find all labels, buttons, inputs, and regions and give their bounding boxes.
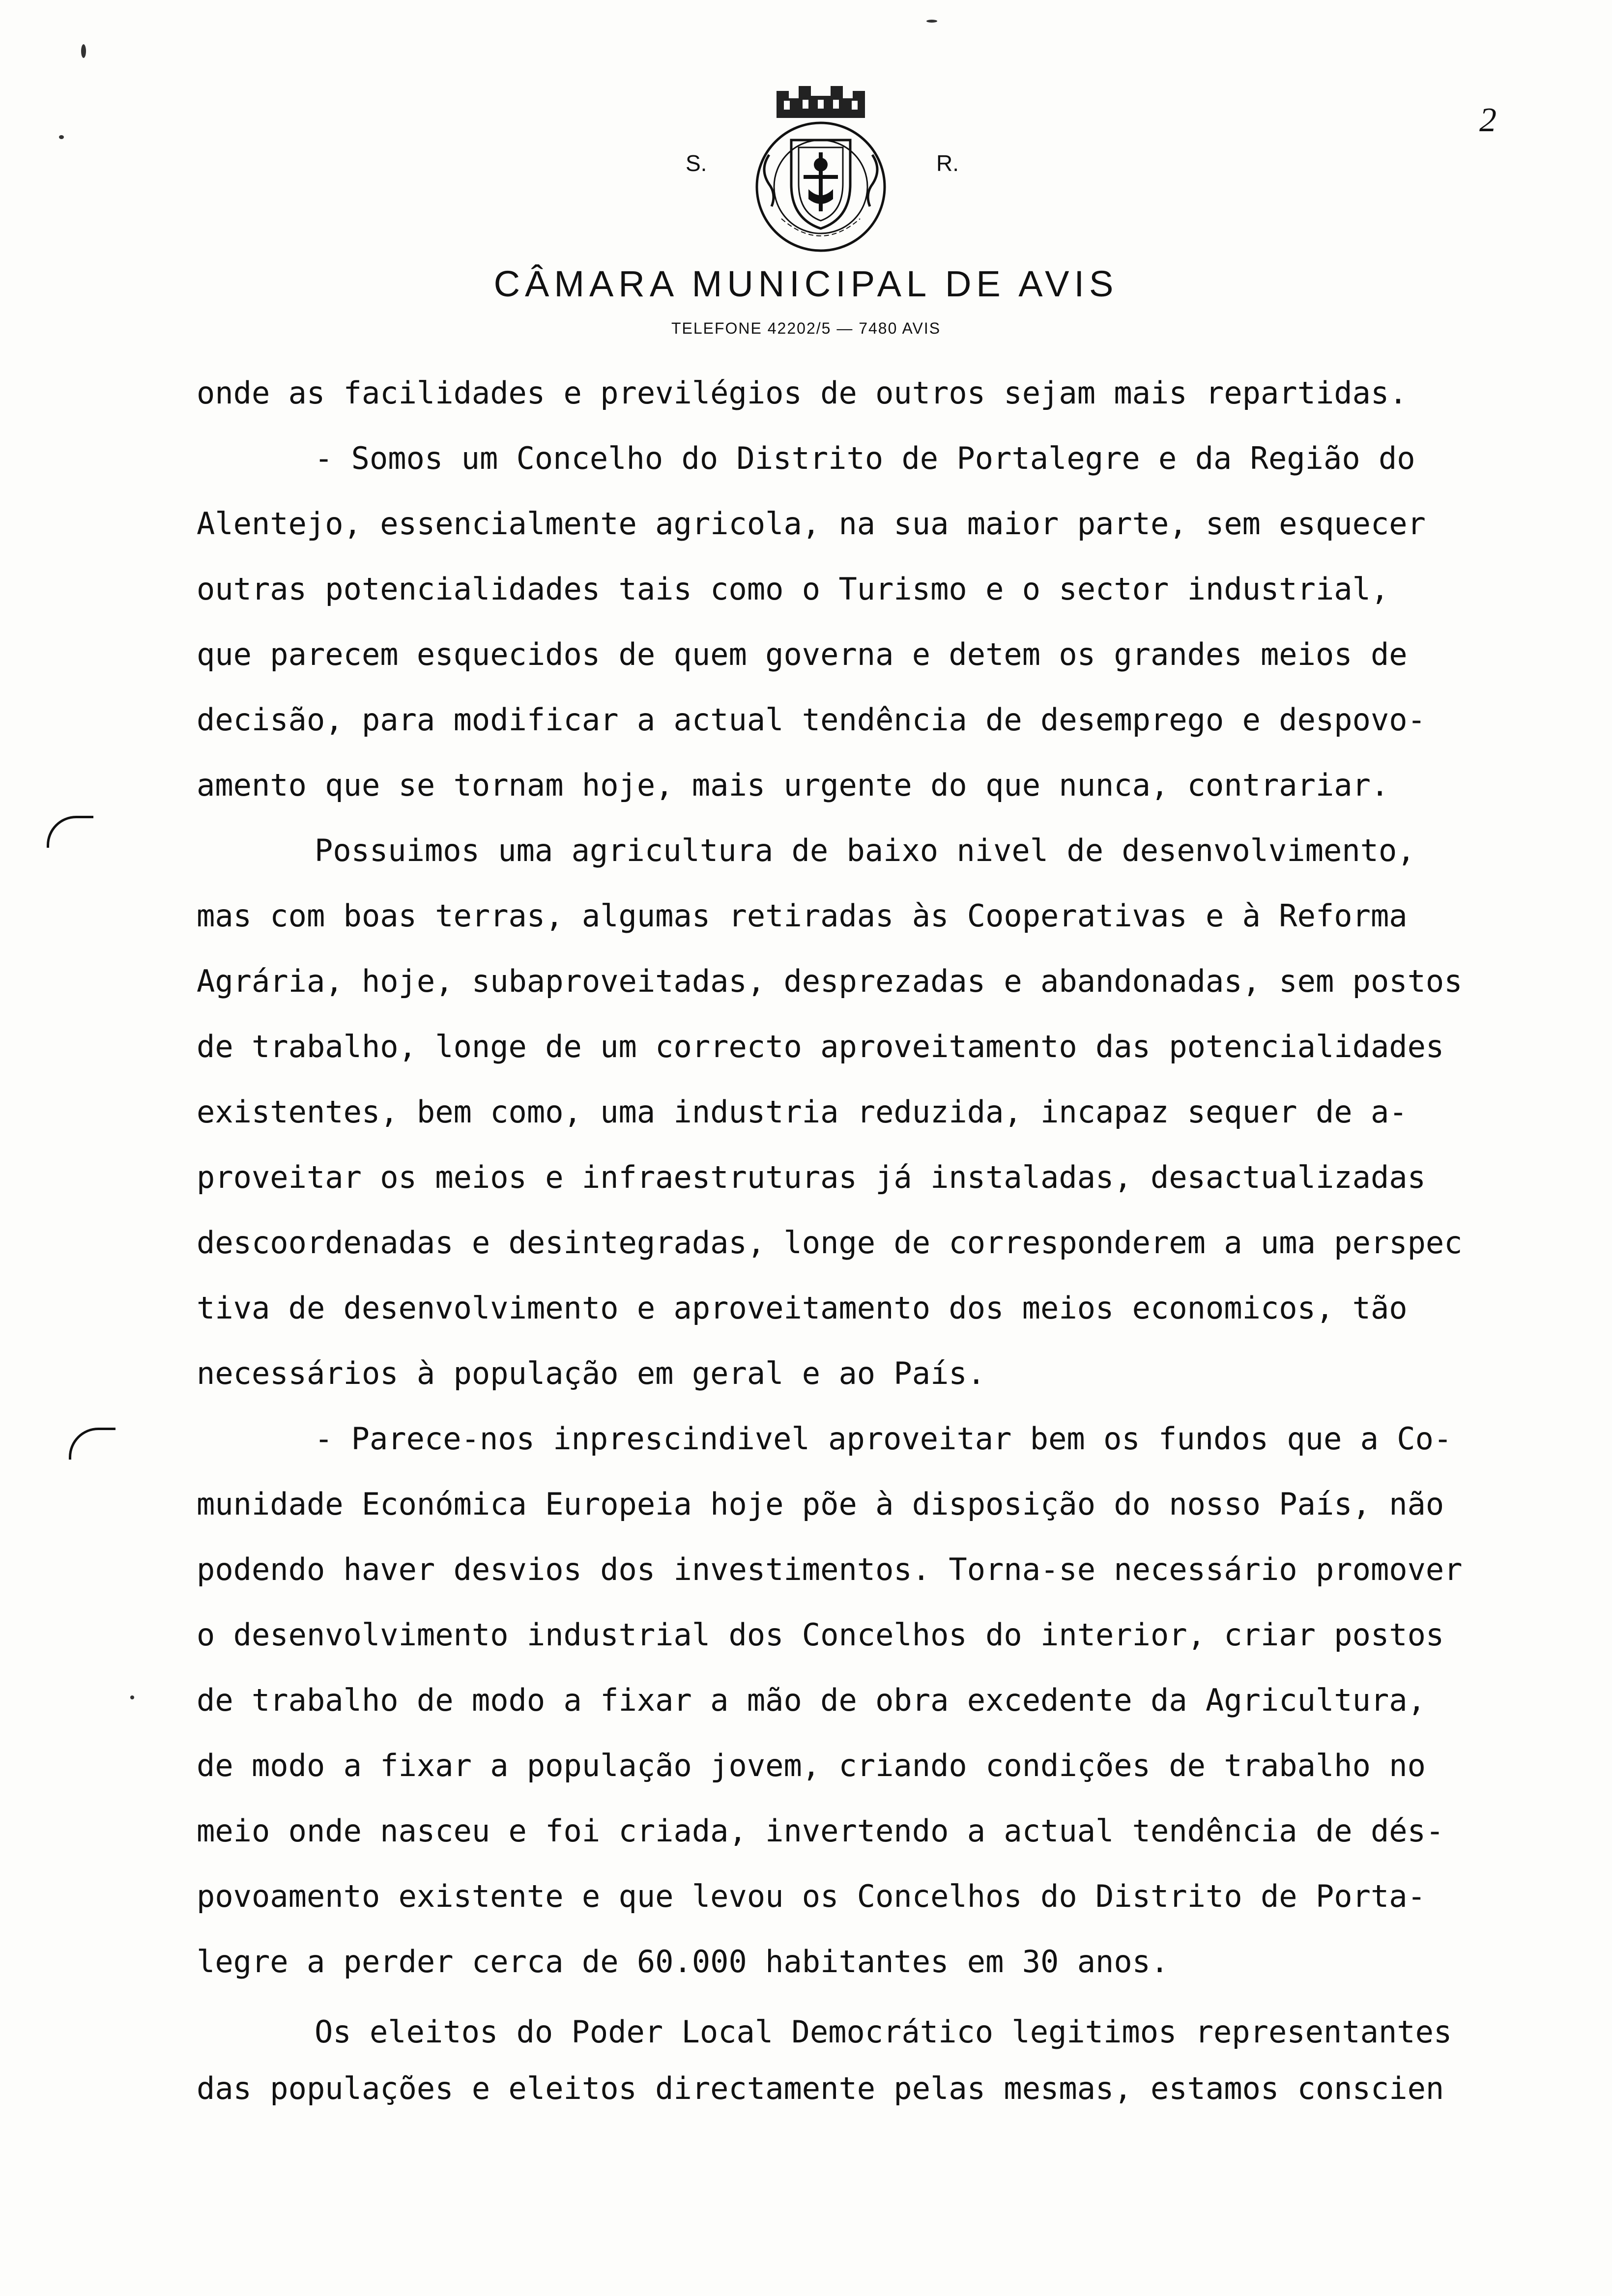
organization-contact: TELEFONE 42202/5 — 7480 AVIS: [671, 319, 941, 337]
body-line: - Parece-nos inprescindivel aproveitar bem os fundos que a Co-: [315, 1421, 1452, 1457]
body-line: Alentejo, essencialmente agricola, na sua maior parte, sem esquecer: [197, 506, 1426, 542]
scan-speck: [59, 135, 64, 139]
organization-name: CÂMARA MUNICIPAL DE AVIS: [493, 263, 1119, 304]
body-line: tiva de desenvolvimento e aproveitamento dos meios economicos, tão: [197, 1290, 1408, 1326]
body-line: munidade Económica Europeia hoje põe à disposição do nosso País, não: [197, 1486, 1444, 1522]
body-line: - Somos um Concelho do Distrito de Portalegre e da Região do: [315, 440, 1415, 476]
body-line: Os eleitos do Poder Local Democrático legitimos representantes: [315, 2014, 1452, 2050]
body-line: podendo haver desvios dos investimentos. Torna-se necessário promover: [197, 1551, 1463, 1587]
body-line: legre a perder cerca de 60.000 habitantes em 30 anos.: [197, 1944, 1169, 1980]
body-line: amento que se tornam hoje, mais urgente do que nunca, contrariar.: [197, 767, 1389, 803]
body-line: descoordenadas e desintegradas, longe de corresponderem a uma perspec: [197, 1225, 1463, 1261]
body-line: outras potencialidades tais como o Turismo e o sector industrial,: [197, 571, 1389, 607]
letterhead-right-initial: R.: [936, 150, 959, 176]
body-line: decisão, para modificar a actual tendência de desemprego e despovo-: [197, 702, 1426, 738]
body-line: das populações e eleitos directamente pelas mesmas, estamos conscien: [197, 2070, 1444, 2106]
scan-speck: [81, 44, 86, 58]
municipal-crest-seal: [749, 71, 892, 256]
body-line: o desenvolvimento industrial dos Concelhos do interior, criar postos: [197, 1617, 1444, 1653]
punch-hole-mark-lower: [69, 1428, 115, 1460]
punch-hole-mark-upper: [47, 816, 93, 848]
body-line: mas com boas terras, algumas retiradas às Cooperativas e à Reforma: [197, 898, 1408, 934]
body-line: de trabalho de modo a fixar a mão de obra excedente da Agricultura,: [197, 1682, 1426, 1718]
body-line: proveitar os meios e infraestruturas já instaladas, desactualizadas: [197, 1159, 1426, 1195]
body-line: meio onde nasceu e foi criada, invertendo a actual tendência de dés-: [197, 1813, 1444, 1849]
body-line: de modo a fixar a população jovem, criando condições de trabalho no: [197, 1748, 1426, 1783]
page-number: 2: [1479, 101, 1497, 139]
body-line: que parecem esquecidos de quem governa e detem os grandes meios de: [197, 636, 1408, 672]
scan-speck: [130, 1695, 134, 1699]
body-line: necessários à população em geral e ao País.: [197, 1355, 986, 1391]
body-line: existentes, bem como, uma industria reduzida, incapaz sequer de a-: [197, 1094, 1408, 1130]
body-line: Agrária, hoje, subaproveitadas, desprezadas e abandonadas, sem postos: [197, 963, 1463, 999]
body-line: povoamento existente e que levou os Concelhos do Distrito de Porta-: [197, 1878, 1426, 1914]
body-line: de trabalho, longe de um correcto aproveitamento das potencialidades: [197, 1029, 1444, 1064]
letterhead-left-initial: S.: [686, 150, 707, 176]
body-line: Possuimos uma agricultura de baixo nivel de desenvolvimento,: [315, 832, 1415, 868]
body-line: onde as facilidades e previlégios de outros sejam mais repartidas.: [197, 375, 1408, 411]
scan-speck: [926, 20, 937, 23]
